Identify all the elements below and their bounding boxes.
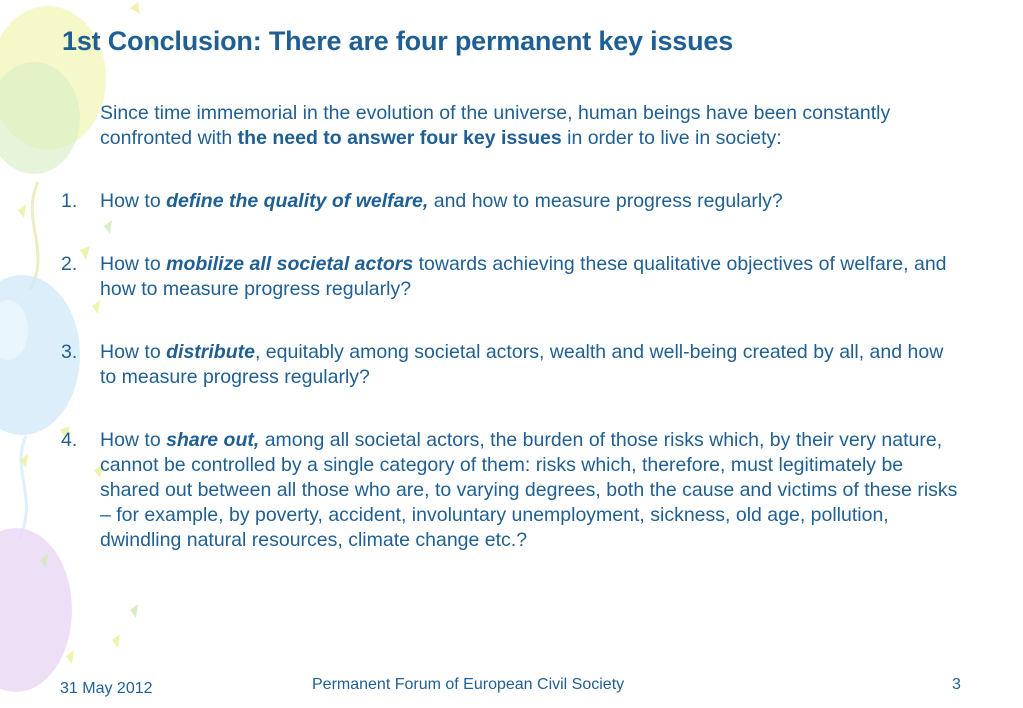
intro-paragraph <box>100 101 961 151</box>
list-item <box>61 252 961 302</box>
intro-emphasis: the need to answer four key issues <box>237 127 562 149</box>
item-text-end: towards achieving these qualitative objectives of welfare, and how to measure progress regularly? <box>100 253 947 300</box>
slide-title: 1st Conclusion: There are four permanent key issues <box>62 26 734 56</box>
item-text: How to <box>100 429 167 451</box>
balloon-string <box>30 182 38 290</box>
intro-text: Since time immemorial in the evolution of the universe, human beings have been constantly confronted with <box>100 102 891 149</box>
item-emphasis: define the quality of welfare, <box>166 190 429 212</box>
footer-date: 31 May 2012 <box>60 680 153 697</box>
item-text: How to <box>100 341 167 363</box>
item-emphasis: share out, <box>166 429 260 451</box>
item-text: How to <box>100 190 167 212</box>
item-emphasis: distribute <box>166 341 255 363</box>
slide-number: 3 <box>952 676 961 693</box>
balloon-string-blue <box>18 436 26 540</box>
item-number: 1. <box>61 190 78 212</box>
key-issues-list <box>61 189 961 553</box>
item-text-end: , equitably among societal actors, wealth and well-being created by all, and how to measure progress regularly? <box>100 341 944 388</box>
item-number: 4. <box>61 429 78 451</box>
item-number: 2. <box>61 253 78 275</box>
list-item <box>61 340 961 390</box>
item-emphasis: mobilize all societal actors <box>166 253 414 275</box>
item-text-end: among all societal actors, the burden of those risks which, by their very nature, cannot be controlled by a single category of them: risks which, therefore, must legitimately be shared out between all those who are, to varying degrees, both the cause and victims of these risks – for example, by poverty, accident, involuntary unemployment, sickness, old age, pollution, dwindling natural resources, climate change etc.? <box>100 429 958 551</box>
list-item <box>61 428 961 553</box>
slide-body <box>61 101 961 553</box>
item-text: How to <box>100 253 167 275</box>
item-text-end: and how to measure progress regularly? <box>428 190 783 212</box>
list-item <box>61 189 961 214</box>
item-number: 3. <box>61 341 78 363</box>
intro-text-end: in order to live in society: <box>561 127 782 149</box>
footer-organization: Permanent Forum of European Civil Society <box>312 676 625 693</box>
